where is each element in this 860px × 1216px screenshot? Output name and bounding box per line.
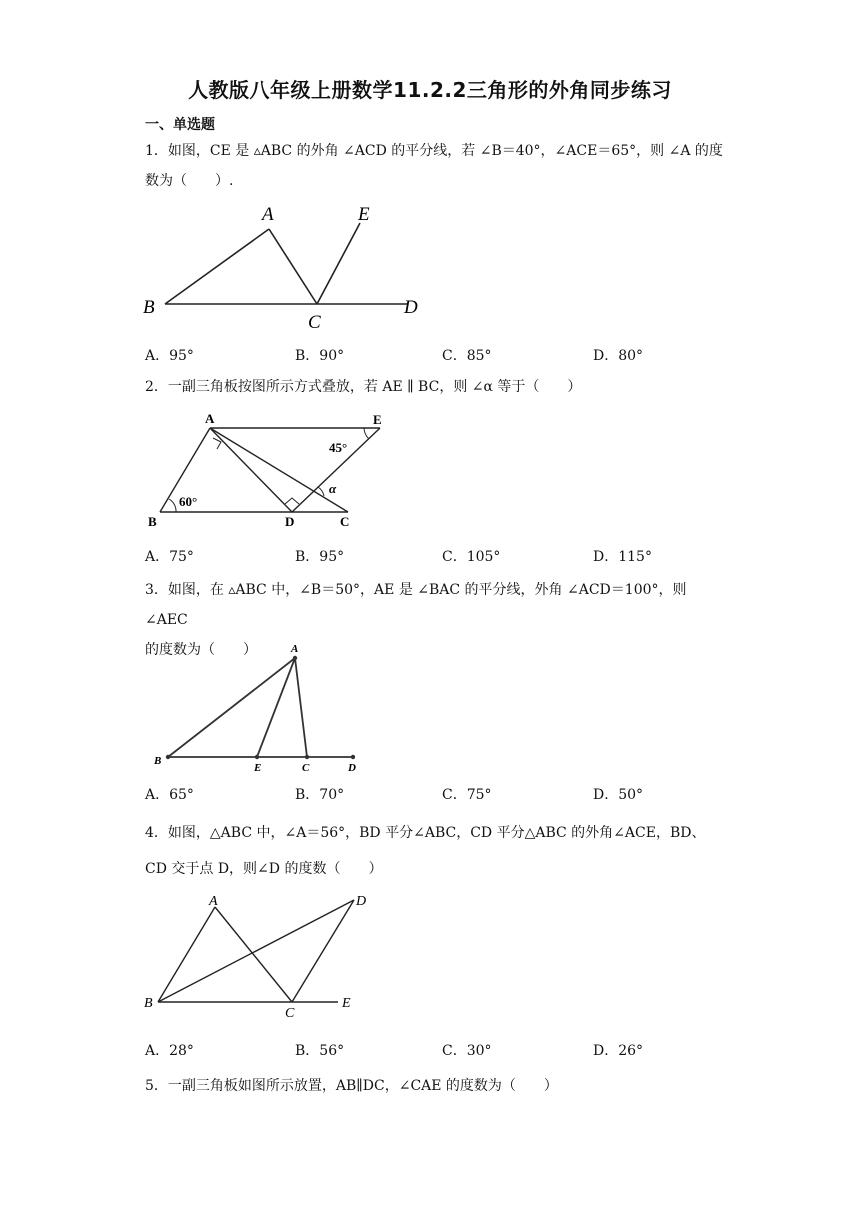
label-c: C <box>340 514 350 529</box>
label-e: E <box>254 762 262 774</box>
question-5-stem-line1: 5．一副三角板如图所示放置，AB∥DC，∠CAE 的度数为（ ） <box>145 1078 558 1094</box>
option-c: C．30° <box>442 1043 492 1059</box>
question-5 <box>145 1071 725 1101</box>
option-c: C．105° <box>442 549 501 565</box>
question-3-figure <box>140 638 370 776</box>
label-b: B <box>143 297 155 318</box>
question-1-stem-line2: 数为（ ）. <box>145 173 234 189</box>
page-title: 人教版八年级上册数学11.2.2三角形的外角同步练习 <box>188 78 672 102</box>
question-4-stem-line1: 4．如图，△ABC 中，∠A＝56°，BD 平分∠ABC，CD 平分△ABC 的外角∠ACE，BD、 <box>145 825 706 841</box>
label-a: A <box>291 643 299 655</box>
option-d: D．26° <box>593 1043 644 1059</box>
question-1 <box>145 136 725 196</box>
angle-alpha: α <box>329 481 337 496</box>
section-heading: 一、单选题 <box>145 117 215 133</box>
label-b: B <box>148 514 157 529</box>
label-d: D <box>404 297 418 318</box>
question-4-figure <box>140 890 380 1020</box>
label-d: D <box>356 894 367 909</box>
label-a: A <box>205 411 215 426</box>
label-b: B <box>144 996 153 1011</box>
option-b: B．56° <box>295 1043 345 1059</box>
angle-45: 45° <box>329 440 348 455</box>
question-3-stem-line1: 3．如图，在 ▵ABC 中，∠B＝50°，AE 是 ∠BAC 的平分线，外角 ∠ACD＝100°，则 ∠AEC <box>145 582 687 628</box>
label-d: D <box>285 514 295 529</box>
option-a: A．95° <box>145 348 194 364</box>
question-1-stem-line1: 1．如图，CE 是 ▵ABC 的外角 ∠ACD 的平分线，若 ∠B＝40°，∠ACE＝65°，则 ∠A 的度 <box>145 143 723 159</box>
question-4-options <box>145 1040 745 1062</box>
question-1-figure <box>140 200 430 335</box>
question-2 <box>145 372 725 402</box>
label-a: A <box>262 204 274 225</box>
option-b: B．70° <box>295 787 345 803</box>
question-3-options <box>145 784 745 806</box>
option-a: A．28° <box>145 1043 194 1059</box>
option-a: A．65° <box>145 787 194 803</box>
option-c: C．75° <box>442 787 492 803</box>
label-d: D <box>348 762 356 774</box>
option-b: B．90° <box>295 348 345 364</box>
label-c: C <box>285 1006 295 1020</box>
label-e: E <box>373 412 382 427</box>
question-1-options <box>145 345 745 367</box>
label-b: B <box>154 755 162 767</box>
label-c: C <box>302 762 310 774</box>
question-3-stem-line2: 的度数为（ ） <box>145 642 257 658</box>
option-c: C．85° <box>442 348 492 364</box>
question-4-stem-line2: CD 交于点 D，则∠D 的度数（ ） <box>145 861 383 877</box>
question-4 <box>145 818 725 884</box>
option-d: D．115° <box>593 549 652 565</box>
question-2-options <box>145 546 745 568</box>
question-2-figure <box>140 408 395 533</box>
option-a: A．75° <box>145 549 194 565</box>
option-d: D．50° <box>593 787 644 803</box>
label-e: E <box>358 204 370 225</box>
option-d: D．80° <box>593 348 644 364</box>
option-b: B．95° <box>295 549 345 565</box>
label-e: E <box>342 996 351 1011</box>
label-a: A <box>209 894 218 909</box>
question-2-stem-line1: 2．一副三角板按图所示方式叠放，若 AE ∥ BC，则 ∠α 等于（ ） <box>145 379 582 395</box>
angle-60: 60° <box>179 494 198 509</box>
label-c: C <box>308 312 321 333</box>
